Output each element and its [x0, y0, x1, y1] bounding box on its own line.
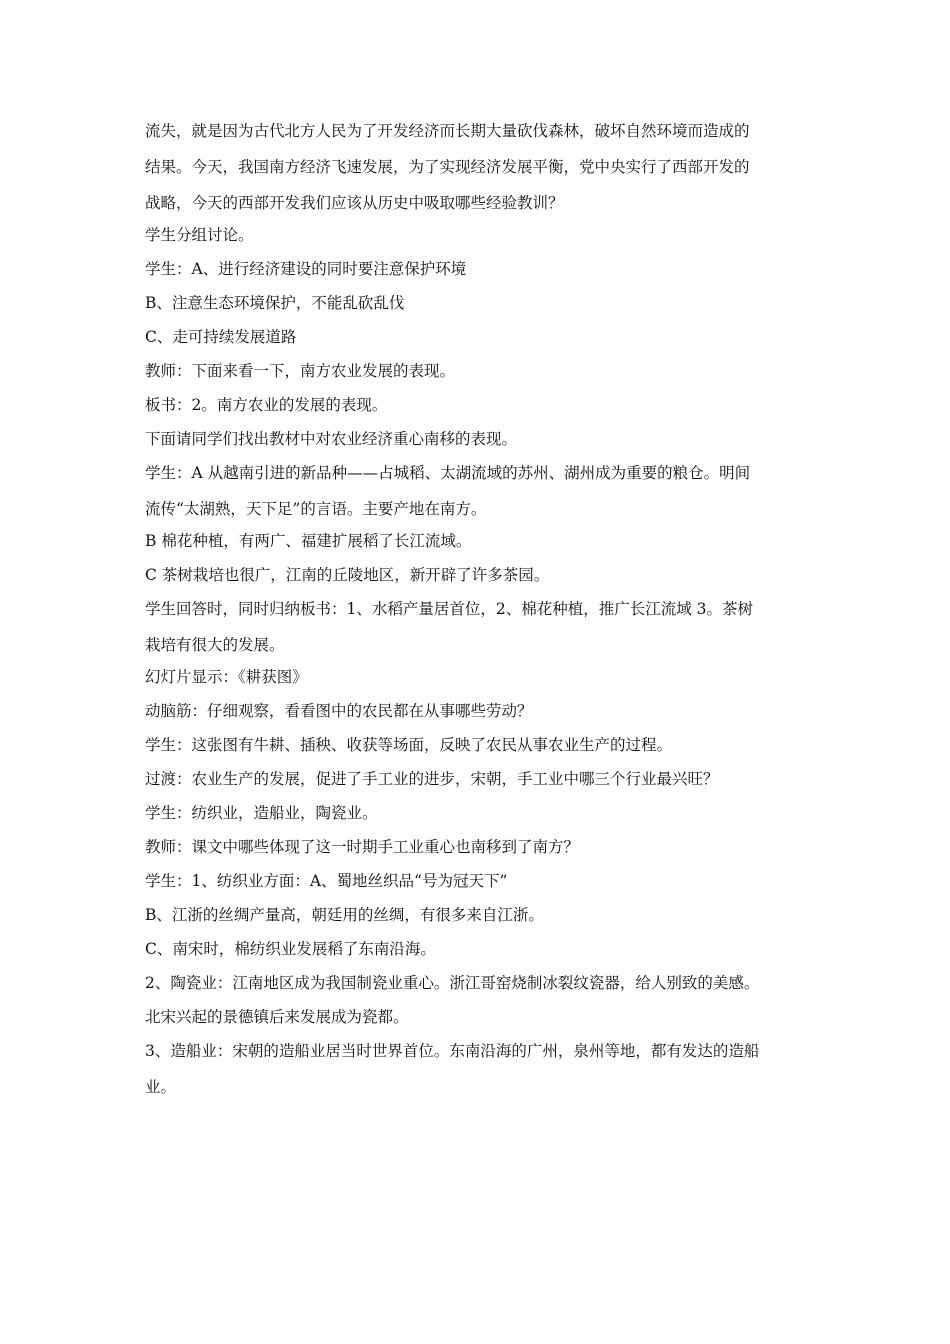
- paragraph: [145, 734, 810, 757]
- paragraph: [145, 530, 810, 553]
- text-line: B、注意生态环境保护，不能乱砍乱伐: [145, 294, 405, 312]
- document-body: [145, 120, 810, 1108]
- paragraph: [145, 224, 810, 247]
- paragraph: [145, 428, 810, 451]
- text-line: 学生：纺织业，造船业，陶瓷业。: [145, 804, 378, 822]
- paragraph: [145, 836, 810, 859]
- text-line: B、江浙的丝绸产量高，朝廷用的丝绸，有很多来自江浙。: [145, 906, 544, 924]
- paragraph: [145, 904, 810, 927]
- text-line: 学生：A、进行经济建设的同时要注意保护环境: [145, 260, 467, 278]
- text-line: C、走可持续发展道路: [145, 328, 297, 346]
- text-line: 北宋兴起的景德镇后来发展成为瓷都。: [145, 1008, 409, 1026]
- text-line: 2、陶瓷业：江南地区成为我国制瓷业重心。浙江哥窑烧制冰裂纹瓷器，给人别致的美感。: [145, 974, 760, 992]
- text-line: 学生：1、纺织业方面：A、蜀地丝织品“号为冠天下”: [145, 872, 508, 890]
- paragraph: [145, 870, 810, 893]
- paragraph: [145, 462, 810, 521]
- text-line: 教师：下面来看一下，南方农业发展的表现。: [145, 362, 456, 380]
- paragraph: [145, 700, 810, 723]
- text-line: 教师：课文中哪些体现了这一时期手工业重心也南移到了南方？: [145, 838, 580, 856]
- paragraph: [145, 1006, 810, 1029]
- paragraph: [145, 394, 810, 417]
- paragraph: [145, 972, 810, 995]
- text-line: 学生分组讨论。: [145, 226, 254, 244]
- text-line: 过渡：农业生产的发展，促进了手工业的进步，宋朝，手工业中哪三个行业最兴旺？: [145, 770, 719, 788]
- text-line: C 茶树栽培也很广，江南的丘陵地区，新开辟了许多茶园。: [145, 566, 550, 584]
- text-line: 结果。今天，我国南方经济飞速发展，为了实现经济发展平衡，党中央实行了西部开发的: [145, 158, 750, 176]
- paragraph: [145, 360, 810, 383]
- paragraph: [145, 768, 810, 791]
- text-line: 流失，就是因为古代北方人民为了开发经济而长期大量砍伐森林，破坏自然环境而造成的: [145, 122, 750, 140]
- text-line: 学生回答时，同时归纳板书：1、水稻产量居首位，2、棉花种植，推广长江流域 3。茶树: [145, 600, 754, 618]
- text-line: 板书：2。南方农业的发展的表现。: [145, 396, 388, 414]
- text-line: 学生：A 从越南引进的新品种——占城稻、太湖流域的苏州、湖州成为重要的粮仓。明间: [145, 464, 751, 482]
- paragraph: [145, 1040, 810, 1099]
- text-line: 战略，今天的西部开发我们应该从历史中吸取哪些经验教训？: [145, 194, 564, 212]
- text-line: 3、造船业：宋朝的造船业居当时世界首位。东南沿海的广州，泉州等地，都有发达的造船: [145, 1042, 760, 1060]
- text-line: 幻灯片显示：《耕获图》: [145, 668, 308, 686]
- paragraph: [145, 666, 810, 689]
- text-line: 业。: [145, 1078, 177, 1096]
- paragraph: [145, 258, 810, 281]
- text-line: 栽培有很大的发展。: [145, 636, 285, 654]
- text-line: B 棉花种植，有两广、福建扩展稻了长江流域。: [145, 532, 472, 550]
- paragraph: [145, 938, 810, 961]
- paragraph: [145, 564, 810, 587]
- text-line: 学生：这张图有牛耕、插秧、收获等场面，反映了农民从事农业生产的过程。: [145, 736, 673, 754]
- paragraph: [145, 802, 810, 825]
- text-line: C、南宋时，棉纺织业发展稻了东南沿海。: [145, 940, 436, 958]
- paragraph: [145, 598, 810, 657]
- paragraph: [145, 120, 810, 215]
- paragraph: [145, 292, 810, 315]
- text-line: 流传“太湖熟，天下足”的言语。主要产地在南方。: [145, 500, 487, 518]
- paragraph: [145, 326, 810, 349]
- text-line: 下面请同学们找出教材中对农业经济重心南移的表现。: [145, 430, 518, 448]
- text-line: 动脑筋：仔细观察，看看图中的农民都在从事哪些劳动？: [145, 702, 533, 720]
